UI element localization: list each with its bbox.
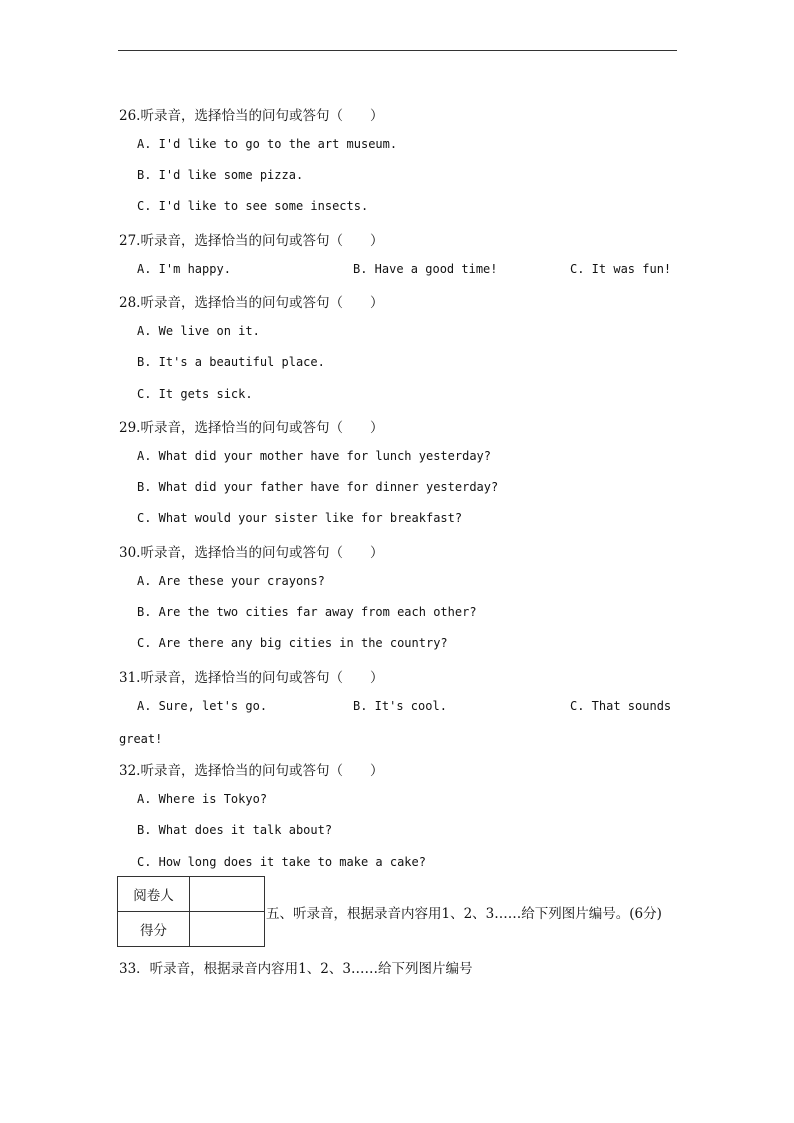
question-29 [119,416,383,436]
score-table [117,876,265,947]
q29-option-b: B. What did your father have for dinner yesterday? [137,480,499,494]
question-number: 26. [119,108,141,124]
question-prompt: 听录音，选择恰当的问句或答句（ ） [140,233,384,249]
q32-option-b: B. What does it talk about? [137,823,333,837]
question-32 [119,759,383,779]
question-31 [119,666,383,686]
q32-option-a: A. Where is Tokyo? [137,792,268,806]
section-heading: 五、听录音，根据录音内容用1、2、3……给下列图片编号。(6分) [266,906,662,922]
question-number: 27. [119,233,141,249]
q28-option-a: A. We live on it. [137,324,260,338]
question-prompt: 听录音，选择恰当的问句或答句（ ） [140,295,384,311]
reviewer-value[interactable] [190,877,265,912]
question-prompt: 听录音，选择恰当的问句或答句（ ） [140,108,384,124]
header-rule [118,50,677,51]
q27-option-b: B. Have a good time! [353,262,498,276]
q27-option-c: C. It was fun! [570,262,672,276]
score-label: 得分 [118,912,190,947]
q29-option-a: A. What did your mother have for lunch yesterday? [137,449,492,463]
question-prompt: 听录音，选择恰当的问句或答句（ ） [140,545,384,561]
question-number: 30. [119,545,141,561]
question-prompt: 听录音，选择恰当的问句或答句（ ） [140,420,384,436]
q31-option-b: B. It's cool. [353,699,447,713]
q31-option-a: A. Sure, let's go. [137,699,268,713]
q26-option-b: B. I'd like some pizza. [137,168,304,182]
q32-option-c: C. How long does it take to make a cake? [137,855,426,869]
question-number: 28. [119,295,141,311]
q30-option-c: C. Are there any big cities in the country? [137,636,448,650]
question-number: 31. [119,670,141,686]
q28-option-b: B. It's a beautiful place. [137,355,325,369]
q31-option-c-continued: great! [119,732,163,746]
q26-option-c: C. I'd like to see some insects. [137,199,369,213]
question-28 [119,291,383,311]
reviewer-label: 阅卷人 [118,877,190,912]
q29-option-c: C. What would your sister like for breakfast? [137,511,463,525]
question-26 [119,104,383,124]
q31-option-c: C. That sounds [570,699,672,713]
q28-option-c: C. It gets sick. [137,387,253,401]
question-27 [119,229,383,249]
question-number: 29. [119,420,141,436]
question-prompt: 听录音，选择恰当的问句或答句（ ） [140,763,384,779]
table-row [118,877,265,912]
q27-option-a: A. I'm happy. [137,262,231,276]
q26-option-a: A. I'd like to go to the art museum. [137,137,398,151]
question-30 [119,541,383,561]
score-value[interactable] [190,912,265,947]
question-33: 33．听录音，根据录音内容用1、2、3……给下列图片编号 [119,961,473,977]
q30-option-b: B. Are the two cities far away from each other? [137,605,477,619]
table-row [118,912,265,947]
question-number: 32. [119,763,141,779]
question-prompt: 听录音，选择恰当的问句或答句（ ） [140,670,384,686]
q30-option-a: A. Are these your crayons? [137,574,325,588]
